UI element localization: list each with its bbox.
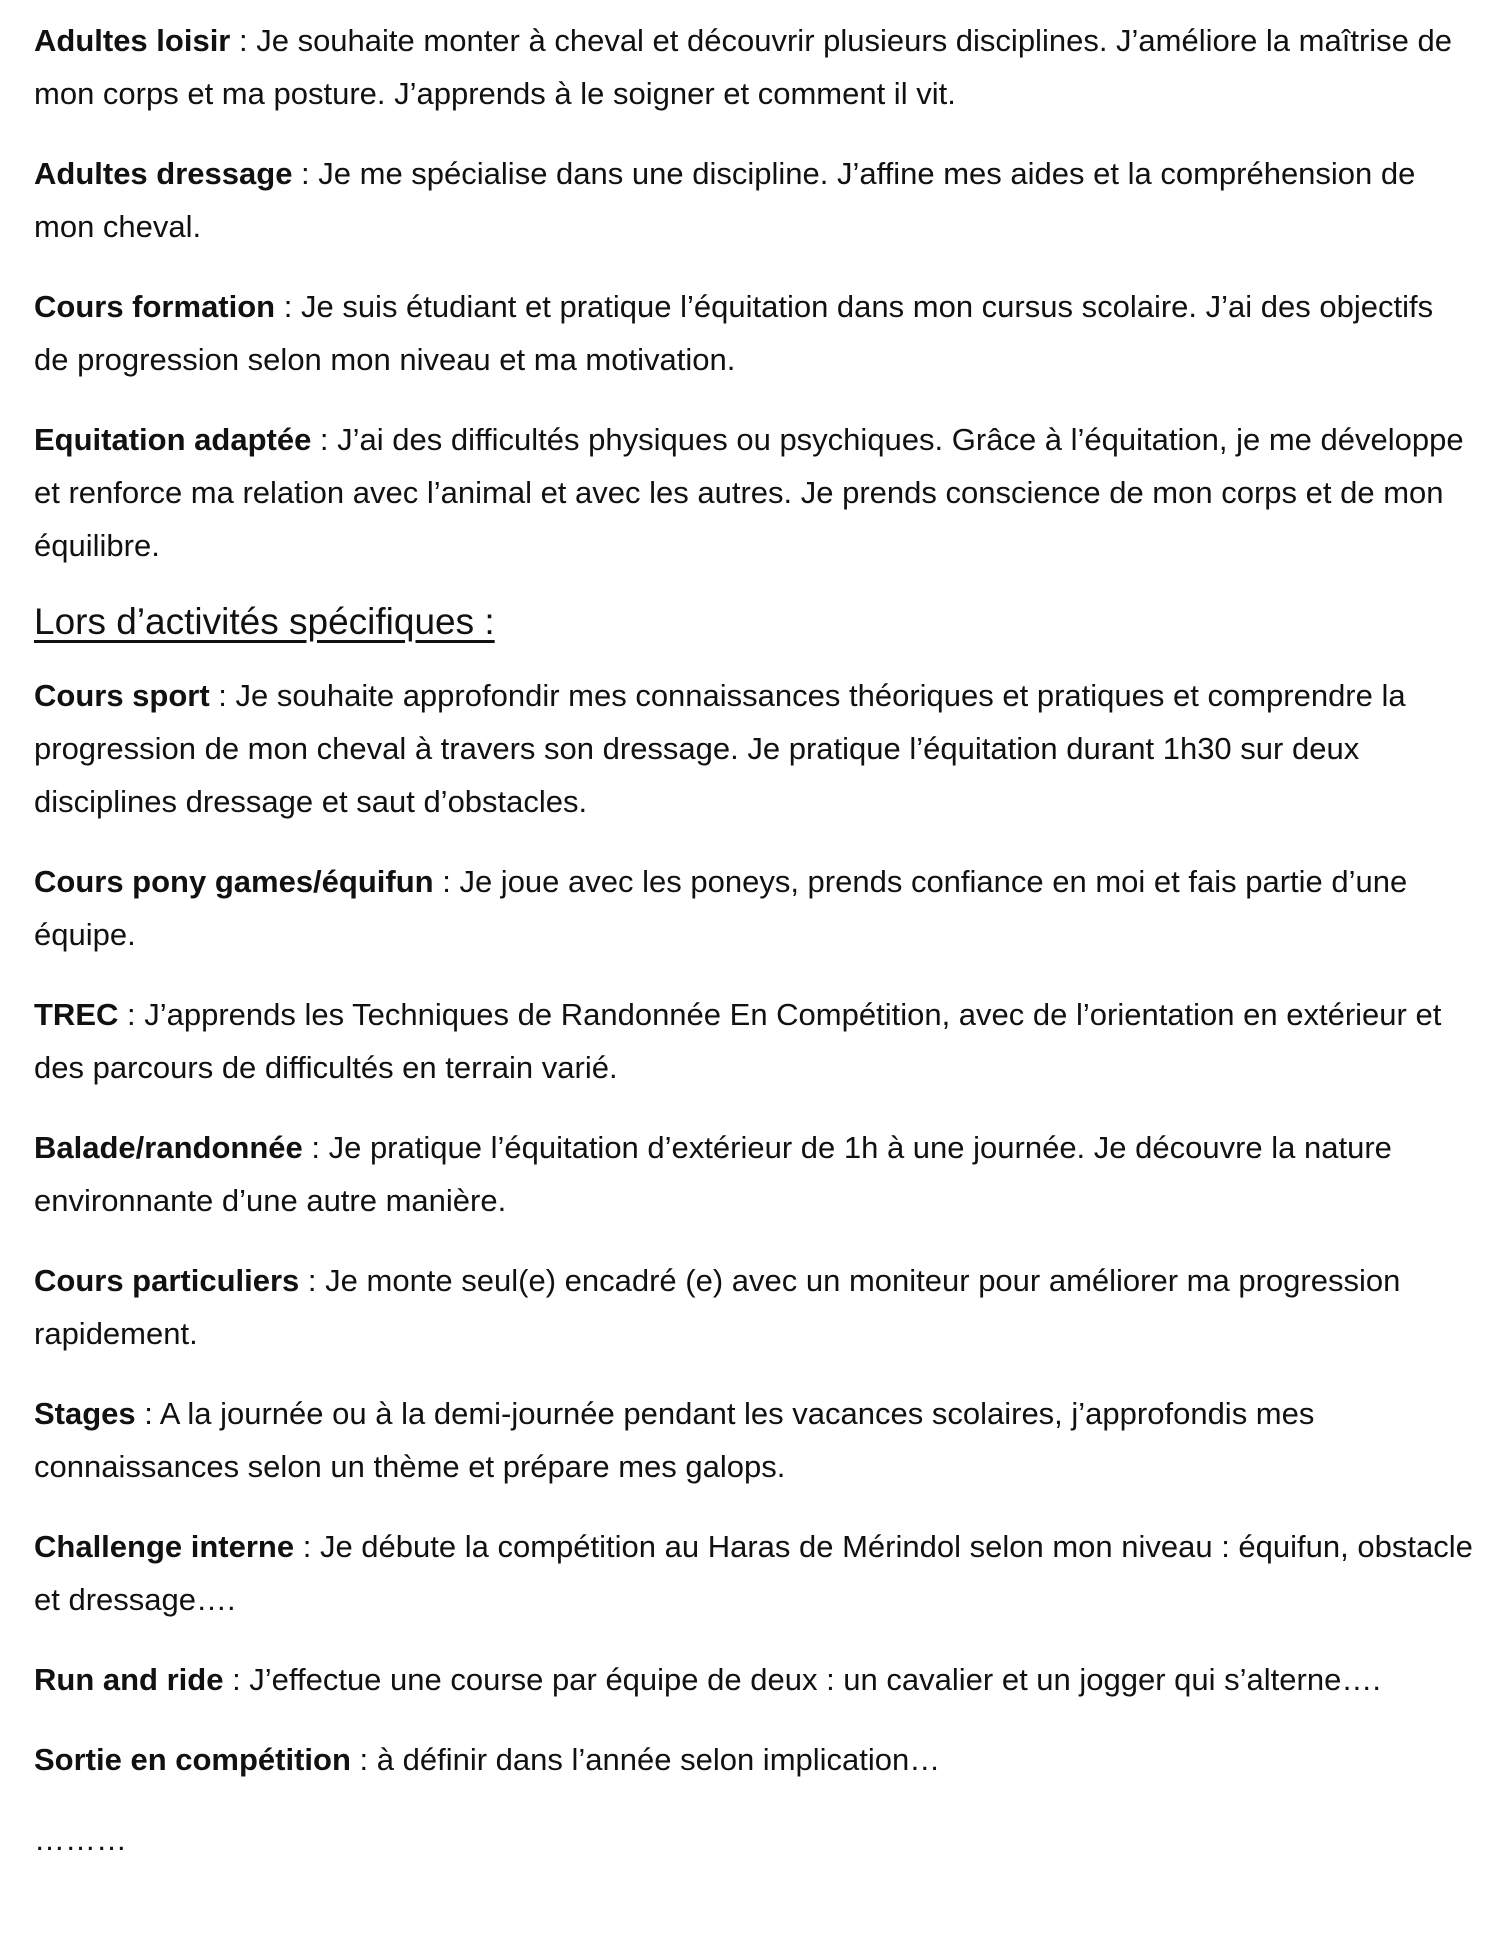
entry-term: Sortie en compétition	[34, 1742, 351, 1777]
entry-description: : Je pratique l’équitation d’extérieur de 1h à une journée. Je découvre la nature environnante d’une autre manière.	[34, 1130, 1392, 1218]
entry-adultes-loisir	[34, 14, 1474, 120]
entry-sortie-competition	[34, 1733, 1474, 1786]
entry-cours-particuliers	[34, 1254, 1474, 1360]
trailing-ellipsis: ………	[34, 1822, 127, 1857]
entry-term: Cours pony games/équifun	[34, 864, 434, 899]
entry-term: Adultes loisir	[34, 23, 231, 58]
entry-term: Cours particuliers	[34, 1263, 300, 1298]
entry-description: : A la journée ou à la demi-journée pendant les vacances scolaires, j’approfondis mes connaissances selon un thème et prépare mes galops.	[34, 1396, 1315, 1484]
entry-trec	[34, 988, 1474, 1094]
entry-term: Balade/randonnée	[34, 1130, 303, 1165]
entry-description: : Je me spécialise dans une discipline. J’affine mes aides et la compréhension de mon cheval.	[34, 156, 1416, 244]
section-heading: Lors d’activités spécifiques :	[34, 601, 495, 642]
entry-term: Stages	[34, 1396, 136, 1431]
entry-term: Challenge interne	[34, 1529, 295, 1564]
entry-description: : Je souhaite monter à cheval et découvrir plusieurs disciplines. J’améliore la maîtrise de mon corps et ma posture. J’apprends à le soigner et comment il vit.	[34, 23, 1452, 111]
entry-term: Cours formation	[34, 289, 276, 324]
entry-description: : Je débute la compétition au Haras de Mérindol selon mon niveau : équifun, obstacle et dressage….	[34, 1529, 1473, 1617]
entry-cours-formation	[34, 280, 1474, 386]
entry-stages	[34, 1387, 1474, 1493]
document-page	[34, 14, 1474, 1866]
entry-description: : Je souhaite approfondir mes connaissances théoriques et pratiques et comprendre la progression de mon cheval à travers son dressage. Je pratique l’équitation durant 1h30 sur deux disciplines dressage et saut d’obstacles.	[34, 678, 1406, 819]
entry-equitation-adaptee	[34, 413, 1474, 572]
entry-description: : J’effectue une course par équipe de deux : un cavalier et un jogger qui s’alterne….	[223, 1662, 1381, 1697]
entry-balade-randonnee	[34, 1121, 1474, 1227]
entry-adultes-dressage	[34, 147, 1474, 253]
entry-run-and-ride	[34, 1653, 1474, 1706]
entry-description: : J’apprends les Techniques de Randonnée En Compétition, avec de l’orientation en extérieur et des parcours de difficultés en terrain varié.	[34, 997, 1442, 1085]
entry-pony-games	[34, 855, 1474, 961]
entry-challenge-interne	[34, 1520, 1474, 1626]
entry-cours-sport	[34, 669, 1474, 828]
entry-term: Adultes dressage	[34, 156, 293, 191]
entry-term: TREC	[34, 997, 119, 1032]
entry-description: : Je suis étudiant et pratique l’équitation dans mon cursus scolaire. J’ai des objectifs de progression selon mon niveau et ma motivation.	[34, 289, 1434, 377]
entry-term: Cours sport	[34, 678, 210, 713]
entry-description: : à définir dans l’année selon implication…	[350, 1742, 941, 1777]
entry-description: : Je joue avec les poneys, prends confiance en moi et fais partie d’une équipe.	[34, 864, 1408, 952]
entry-description: : J’ai des difficultés physiques ou psychiques. Grâce à l’équitation, je me développe et renforce ma relation avec l’animal et avec les autres. Je prends conscience de mon corps et de mon équilibre.	[34, 422, 1464, 563]
entry-term: Equitation adaptée	[34, 422, 312, 457]
entry-description: : Je monte seul(e) encadré (e) avec un moniteur pour améliorer ma progression rapidement.	[34, 1263, 1401, 1351]
entry-term: Run and ride	[34, 1662, 224, 1697]
